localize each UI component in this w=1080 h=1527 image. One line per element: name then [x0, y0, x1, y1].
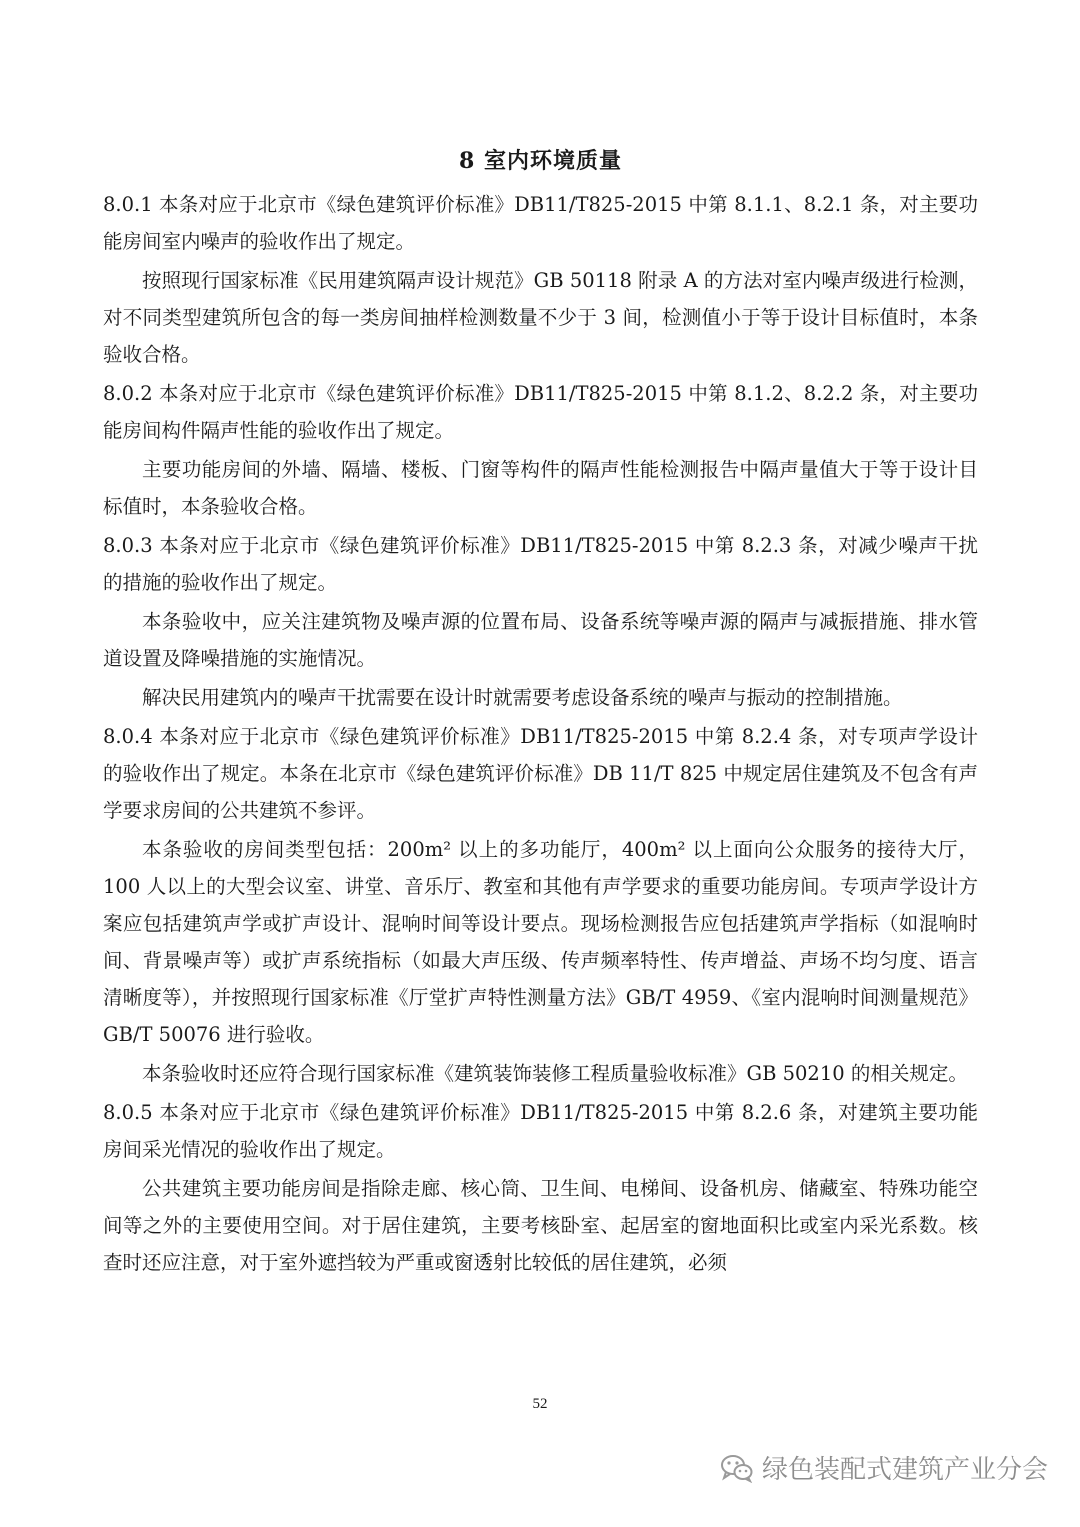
clause-8-0-1: 8.0.1 本条对应于北京市《绿色建筑评价标准》DB11/T825-2015 中第 8.1.1、8.2.1 条，对主要功能房间室内噪声的验收作出了规定。	[103, 193, 978, 253]
paragraph: 本条验收中，应关注建筑物及噪声源的位置布局、设备系统等噪声源的隔声与减振措施、排水管道设置及降噪措施的实施情况。	[103, 610, 978, 670]
watermark	[720, 1449, 1048, 1486]
page-number: 52	[532, 1396, 548, 1412]
paragraph: 按照现行国家标准《民用建筑隔声设计规范》GB 50118 附录 A 的方法对室内噪声级进行检测，对不同类型建筑所包含的每一类房间抽样检测数量不少于 3 间，检测值小于等于设计目标值时，本条验收合格。	[103, 269, 978, 366]
watermark-text: 绿色装配式建筑产业分会	[761, 1455, 1048, 1485]
paragraph: 公共建筑主要功能房间是指除走廊、核心筒、卫生间、电梯间、设备机房、储藏室、特殊功能空间等之外的主要使用空间。对于居住建筑，主要考核卧室、起居室的窗地面积比或室内采光系数。核查时还应注意，对于室外遮挡较为严重或窗透射比较低的居住建筑，必须	[103, 1177, 978, 1274]
paragraph: 本条验收的房间类型包括：200m² 以上的多功能厅，400m² 以上面向公众服务的接待大厅，100 人以上的大型会议室、讲堂、音乐厅、教室和其他有声学要求的重要功能房间。专项声学设计方案应包括建筑声学或扩声设计、混响时间等设计要点。现场检测报告应包括建筑声学指标（如混响时间、背景噪声等）或扩声系统指标（如最大声压级、传声频率特性、传声增益、声场不均匀度、语言清晰度等），并按照现行国家标准《厅堂扩声特性测量方法》GB/T 4959、《室内混响时间测量规范》GB/T 50076 进行验收。	[103, 838, 978, 1046]
paragraph: 解决民用建筑内的噪声干扰需要在设计时就需要考虑设备系统的噪声与振动的控制措施。	[142, 686, 903, 709]
clause-8-0-2: 8.0.2 本条对应于北京市《绿色建筑评价标准》DB11/T825-2015 中第 8.1.2、8.2.2 条，对主要功能房间构件隔声性能的验收作出了规定。	[103, 382, 978, 442]
document-body	[103, 138, 978, 1281]
clause-8-0-4: 8.0.4 本条对应于北京市《绿色建筑评价标准》DB11/T825-2015 中第 8.2.4 条，对专项声学设计的验收作出了规定。本条在北京市《绿色建筑评价标准》DB 11/T 825 中规定居住建筑及不包含有声学要求房间的公共建筑不参评。	[103, 725, 978, 822]
wechat-icon	[720, 1453, 754, 1483]
paragraph: 本条验收时还应符合现行国家标准《建筑装饰装修工程质量验收标准》GB 50210 的相关规定。	[142, 1062, 968, 1085]
paragraph: 主要功能房间的外墙、隔墙、楼板、门窗等构件的隔声性能检测报告中隔声量值大于等于设计目标值时，本条验收合格。	[103, 458, 978, 518]
clause-8-0-5: 8.0.5 本条对应于北京市《绿色建筑评价标准》DB11/T825-2015 中第 8.2.6 条，对建筑主要功能房间采光情况的验收作出了规定。	[103, 1101, 978, 1161]
section-title: 8 室内环境质量	[459, 148, 622, 174]
clause-8-0-3: 8.0.3 本条对应于北京市《绿色建筑评价标准》DB11/T825-2015 中第 8.2.3 条，对减少噪声干扰的措施的验收作出了规定。	[103, 534, 978, 594]
